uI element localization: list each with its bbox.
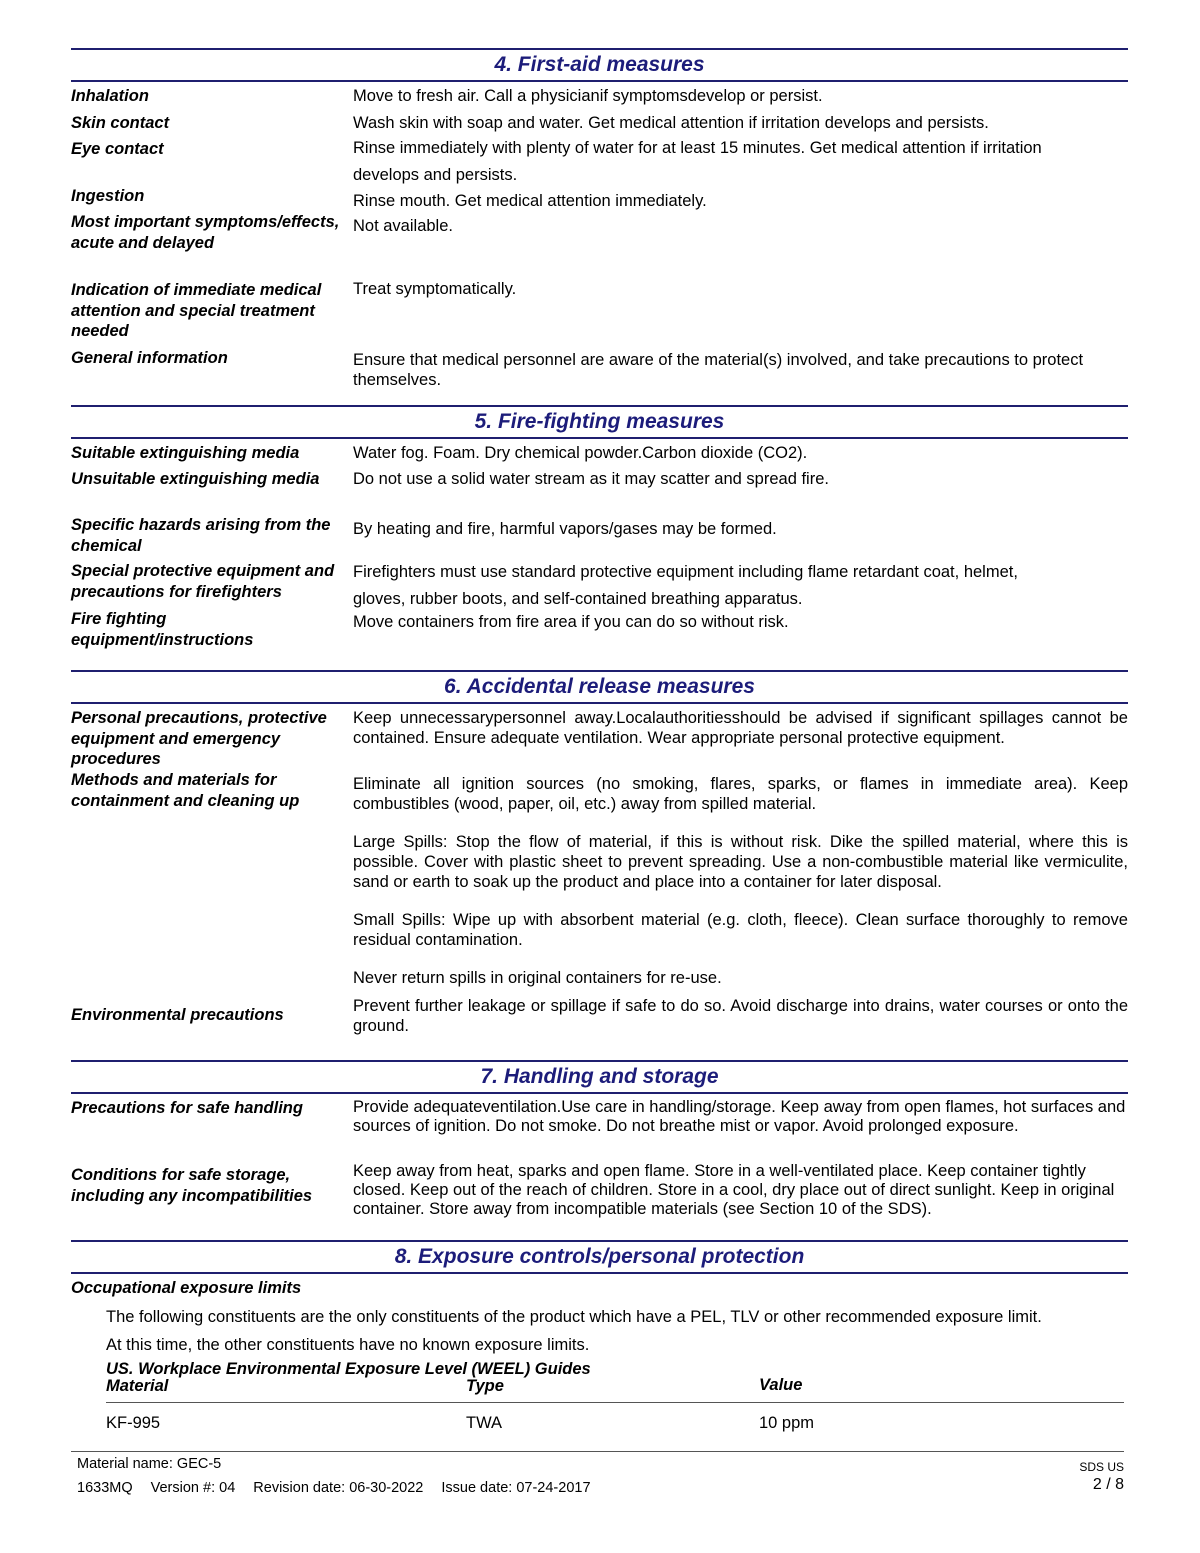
- footer-version: Version #: 04: [150, 1480, 236, 1496]
- row-suitable-media: [71, 443, 1128, 469]
- weel-table: [71, 1361, 1124, 1433]
- row-special-protective: [71, 561, 1128, 609]
- oel-text-1: The following constituents are the only constituents of the product which have a PEL, TLV or other recommended exposure limit.: [106, 1307, 1042, 1326]
- row-inhalation: [71, 86, 1128, 113]
- special-protective-line-1: Firefighters must use standard protective equipment including flame retardant coat, helmet,: [353, 563, 1018, 581]
- col-material: Material: [106, 1376, 169, 1395]
- col-value: Value: [759, 1375, 803, 1394]
- label-indication: Indication of immediate medical attention and special treatment needed: [71, 281, 322, 340]
- label-fire-fighting-equipment: Fire fighting equipment/instructions: [71, 610, 254, 649]
- value-specific-hazards: By heating and fire, harmful vapors/gases may be formed.: [353, 520, 777, 538]
- value-general-info: Ensure that medical personnel are aware of the material(s) involved, and take precautions to protect themselves.: [353, 351, 1084, 389]
- label-environmental: Environmental precautions: [71, 1006, 284, 1024]
- label-ingestion: Ingestion: [71, 187, 145, 205]
- section-5-heading: 5. Fire-fighting measures: [71, 405, 1128, 439]
- section-7-heading: 7. Handling and storage: [71, 1060, 1128, 1094]
- methods-paragraph-never-return: Never return spills in original containers for re-use.: [353, 969, 722, 987]
- table-row: [106, 1414, 1124, 1433]
- row-indication: [71, 280, 1128, 348]
- footer-doc-info: [77, 1480, 591, 1496]
- col-type: Type: [466, 1376, 504, 1395]
- value-symptoms: Not available.: [353, 217, 453, 235]
- value-environmental: Prevent further leakage or spillage if safe to do so. Avoid discharge into drains, water courses or onto the ground.: [353, 997, 1128, 1035]
- value-fire-fighting-equipment: Move containers from fire area if you can do so without risk.: [353, 613, 789, 631]
- weel-table-header: [106, 1375, 1124, 1403]
- value-special-protective: [353, 559, 1128, 609]
- row-fire-fighting-equipment: [71, 609, 1128, 667]
- methods-paragraph-small-spills: Small Spills: Wipe up with absorbent material (e.g. cloth, fleece). Clean surface thoroughly to remove residual contamination.: [353, 911, 1128, 949]
- label-methods: Methods and materials for containment and cleaning up: [71, 771, 300, 810]
- row-symptoms: [71, 212, 1128, 280]
- value-personal-precautions: Keep unnecessarypersonnel away.Localauthoritiesshould be advised if significant spillages cannot be contained. Ensure adequate ventilation. Wear appropriate personal protective equipment.: [353, 709, 1128, 747]
- methods-paragraph-1: Eliminate all ignition sources (no smoking, flares, sparks, or flames in immediate area). Keep combustibles (wood, paper, oil, etc.) away from spilled material.: [353, 775, 1128, 813]
- row-safe-storage: [71, 1162, 1128, 1240]
- footer-material-name: Material name: GEC-5: [77, 1456, 222, 1472]
- section-4-heading: 4. First-aid measures: [71, 48, 1128, 82]
- row-specific-hazards: [71, 515, 1128, 561]
- page-footer: [71, 1451, 1124, 1496]
- label-suitable-media: Suitable extinguishing media: [71, 444, 300, 462]
- value-safe-storage: Keep away from heat, sparks and open flame. Store in a well-ventilated place. Keep container tightly closed. Keep out of the reach of children. Store in a cool, dry place out of direct sunlight. Keep in original container. Store away from incompatible materials (see Section 10 of the SDS).: [353, 1162, 1115, 1218]
- section-8-heading: 8. Exposure controls/personal protection: [71, 1240, 1128, 1274]
- cell-type: TWA: [466, 1413, 503, 1432]
- eye-contact-line-2: develops and persists.: [353, 166, 518, 184]
- value-eye-contact: [353, 135, 1128, 186]
- row-unsuitable-media: [71, 469, 1128, 515]
- value-skin-contact: Wash skin with soap and water. Get medical attention if irritation develops and persists.: [353, 114, 989, 132]
- row-eye-contact: [71, 139, 1128, 186]
- label-unsuitable-media: Unsuitable extinguishing media: [71, 470, 320, 488]
- value-ingestion: Rinse mouth. Get medical attention immediately.: [353, 192, 707, 210]
- cell-value: 10 ppm: [759, 1413, 815, 1432]
- special-protective-line-2: gloves, rubber boots, and self-contained breathing apparatus.: [353, 590, 803, 608]
- label-safe-handling: Precautions for safe handling: [71, 1099, 303, 1117]
- footer-revision: Revision date: 06-30-2022: [253, 1480, 424, 1496]
- value-indication: Treat symptomatically.: [353, 280, 517, 298]
- value-suitable-media: Water fog. Foam. Dry chemical powder.Carbon dioxide (CO2).: [353, 444, 808, 462]
- row-safe-handling: [71, 1098, 1128, 1162]
- label-symptoms: Most important symptoms/effects, acute and delayed: [71, 213, 340, 252]
- weel-table-title: US. Workplace Environmental Exposure Level (WEEL) Guides: [106, 1359, 591, 1378]
- row-personal-precautions: [71, 708, 1128, 770]
- row-ingestion: [71, 186, 1128, 212]
- label-general-info: General information: [71, 349, 228, 367]
- value-unsuitable-media: Do not use a solid water stream as it may scatter and spread fire.: [353, 470, 829, 488]
- label-inhalation: Inhalation: [71, 87, 149, 105]
- row-methods: [71, 770, 1128, 996]
- label-skin-contact: Skin contact: [71, 114, 170, 132]
- value-methods: [353, 774, 1128, 996]
- row-environmental: [71, 996, 1128, 1060]
- label-occupational-exposure-limits: Occupational exposure limits: [71, 1279, 302, 1297]
- label-eye-contact: Eye contact: [71, 140, 164, 158]
- value-safe-handling: Provide adequateventilation.Use care in handling/storage. Keep away from open flames, hot surfaces and sources of ignition. Do not smoke. Do not breathe mist or vapor. Avoid prolonged exposure.: [353, 1098, 1126, 1135]
- footer-page-number: 2 / 8: [1092, 1476, 1124, 1493]
- value-inhalation: Move to fresh air. Call a physicianif symptomsdevelop or persist.: [353, 87, 823, 105]
- sds-page: [71, 48, 1128, 1433]
- oel-description: [71, 1303, 1128, 1359]
- label-specific-hazards: Specific hazards arising from the chemical: [71, 516, 331, 555]
- label-safe-storage: Conditions for safe storage, including any incompatibilities: [71, 1166, 313, 1205]
- label-special-protective: Special protective equipment and precautions for firefighters: [71, 562, 335, 601]
- methods-paragraph-large-spills: Large Spills: Stop the flow of material, if this is without risk. Dike the spilled material, where this is possible. Cover with plastic sheet to prevent spreading. Use a non-combustible material like vermiculite, sand or earth to soak up the product and place into a container for later disposal.: [353, 833, 1128, 891]
- label-personal-precautions: Personal precautions, protective equipment and emergency procedures: [71, 709, 327, 768]
- footer-issue: Issue date: 07-24-2017: [441, 1480, 591, 1496]
- oel-text-2: At this time, the other constituents have no known exposure limits.: [106, 1335, 590, 1354]
- section-6-heading: 6. Accidental release measures: [71, 670, 1128, 704]
- cell-material: KF-995: [106, 1413, 161, 1432]
- row-general-info: [71, 348, 1128, 400]
- footer-id: 1633MQ: [77, 1480, 133, 1496]
- footer-sds: SDS US: [1079, 1460, 1124, 1474]
- eye-contact-line-1: Rinse immediately with plenty of water for at least 15 minutes. Get medical attention if irritation: [353, 139, 1042, 157]
